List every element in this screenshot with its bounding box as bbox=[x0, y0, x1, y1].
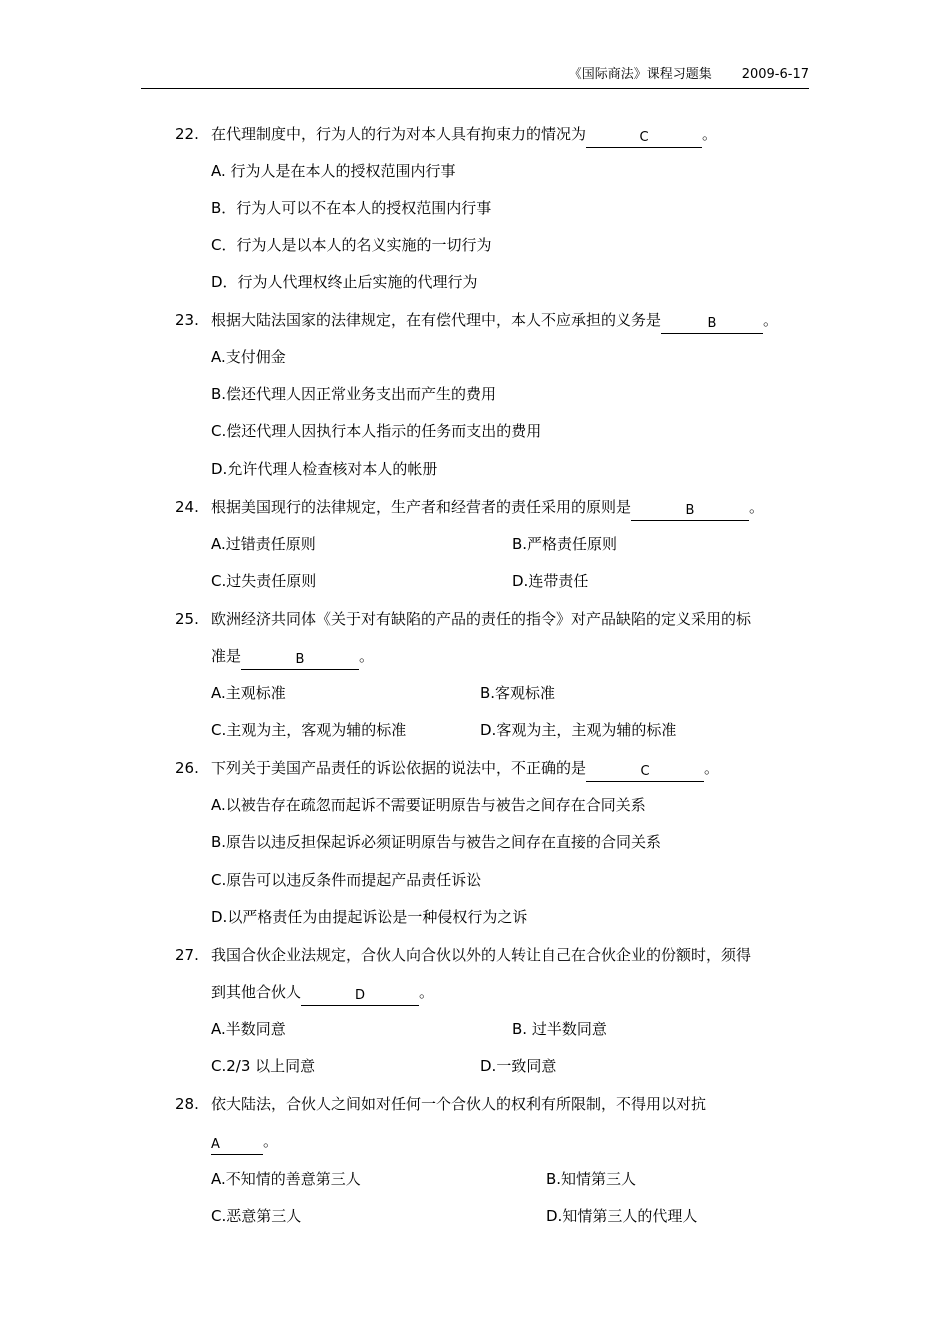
question-text: 根据美国现行的法律规定，生产者和经营者的责任采用的原则是 bbox=[211, 498, 632, 516]
page-header bbox=[141, 64, 809, 89]
option-b: B.知情第三人 bbox=[546, 1170, 637, 1188]
option-d: D.允许代理人检查核对本人的帐册 bbox=[211, 460, 438, 478]
option-d: D.客观为主，主观为辅的标准 bbox=[480, 721, 677, 739]
option-a: A.不知情的善意第三人 bbox=[211, 1170, 361, 1188]
option-a: A.过错责任原则 bbox=[211, 535, 316, 553]
option-a: A. 行为人是在本人的授权范围内行事 bbox=[211, 162, 456, 180]
option-d: D．行为人代理权终止后实施的代理行为 bbox=[211, 273, 478, 291]
answer-blank: D bbox=[301, 988, 419, 1006]
option-d: D.知情第三人的代理人 bbox=[546, 1207, 698, 1225]
option-c: C.2/3 以上同意 bbox=[211, 1057, 316, 1075]
option-c: C.过失责任原则 bbox=[211, 572, 317, 590]
answer-blank: B bbox=[661, 316, 763, 334]
question-23 bbox=[175, 302, 811, 339]
option-a: A.以被告存在疏忽而起诉不需要证明原告与被告之间存在合同关系 bbox=[211, 796, 646, 814]
option-d: D.一致同意 bbox=[480, 1057, 557, 1075]
question-text: 下列关于美国产品责任的诉讼依据的说法中，不正确的是 bbox=[211, 759, 587, 777]
option-d: D.连带责任 bbox=[512, 572, 589, 590]
question-25 bbox=[175, 601, 811, 638]
option-c: C．行为人是以本人的名义实施的一切行为 bbox=[211, 236, 492, 254]
question-end: 。 bbox=[419, 983, 435, 1001]
answer-blank: B bbox=[241, 652, 359, 670]
option-a: A.半数同意 bbox=[211, 1020, 286, 1038]
question-number: 22. bbox=[175, 125, 199, 143]
option-b: B.客观标准 bbox=[480, 684, 556, 702]
option-c: C.恶意第三人 bbox=[211, 1207, 302, 1225]
question-number: 23. bbox=[175, 311, 199, 329]
question-text: 欧洲经济共同体《关于对有缺陷的产品的责任的指令》对产品缺陷的定义采用的标 bbox=[211, 610, 752, 628]
question-end: 。 bbox=[263, 1132, 279, 1150]
option-c: C.偿还代理人因执行本人指示的任务而支出的费用 bbox=[211, 422, 542, 440]
question-text-cont: 准是 bbox=[211, 647, 242, 665]
option-c: C.原告可以违反条件而提起产品责任诉讼 bbox=[211, 871, 482, 889]
answer-blank: C bbox=[586, 130, 702, 148]
answer-blank: B bbox=[631, 503, 749, 521]
question-27 bbox=[175, 937, 811, 974]
question-text-cont: 到其他合伙人 bbox=[211, 983, 302, 1001]
option-b: B.偿还代理人因正常业务支出而产生的费用 bbox=[211, 385, 497, 403]
question-25-continuation bbox=[211, 638, 374, 675]
option-a: A.主观标准 bbox=[211, 684, 286, 702]
question-number: 25. bbox=[175, 610, 199, 628]
question-26 bbox=[175, 750, 811, 787]
option-b: B．行为人可以不在本人的授权范围内行事 bbox=[211, 199, 492, 217]
question-22 bbox=[175, 116, 811, 153]
header-date: 2009-6-17 bbox=[741, 67, 809, 82]
answer-blank: A bbox=[211, 1137, 263, 1155]
option-b: B.原告以违反担保起诉必须证明原告与被告之间存在直接的合同关系 bbox=[211, 833, 662, 851]
question-text: 在代理制度中，行为人的行为对本人具有拘束力的情况为 bbox=[211, 125, 587, 143]
question-27-continuation bbox=[211, 974, 434, 1011]
question-text: 依大陆法，合伙人之间如对任何一个合伙人的权利有所限制，不得用以对抗 bbox=[211, 1095, 707, 1113]
header-title: 《国际商法》课程习题集 bbox=[568, 67, 712, 82]
question-number: 28. bbox=[175, 1095, 199, 1113]
question-text: 我国合伙企业法规定，合伙人向合伙以外的人转让自己在合伙企业的份额时，须得 bbox=[211, 946, 752, 964]
option-b: B.严格责任原则 bbox=[512, 535, 618, 553]
question-end: 。 bbox=[359, 647, 375, 665]
option-c: C.主观为主，客观为辅的标准 bbox=[211, 721, 407, 739]
question-end: 。 bbox=[702, 125, 718, 143]
question-number: 27. bbox=[175, 946, 199, 964]
question-28 bbox=[175, 1086, 811, 1123]
option-a: A.支付佣金 bbox=[211, 348, 286, 366]
answer-blank: C bbox=[586, 764, 704, 782]
question-end: 。 bbox=[749, 498, 765, 516]
question-end: 。 bbox=[763, 311, 779, 329]
question-24 bbox=[175, 489, 811, 526]
question-end: 。 bbox=[704, 759, 720, 777]
option-b: B. 过半数同意 bbox=[512, 1020, 607, 1038]
question-text: 根据大陆法国家的法律规定，在有偿代理中，本人不应承担的义务是 bbox=[211, 311, 662, 329]
question-number: 24. bbox=[175, 498, 199, 516]
question-number: 26. bbox=[175, 759, 199, 777]
question-28-continuation bbox=[211, 1123, 278, 1160]
option-d: D.以严格责任为由提起诉讼是一种侵权行为之诉 bbox=[211, 908, 528, 926]
